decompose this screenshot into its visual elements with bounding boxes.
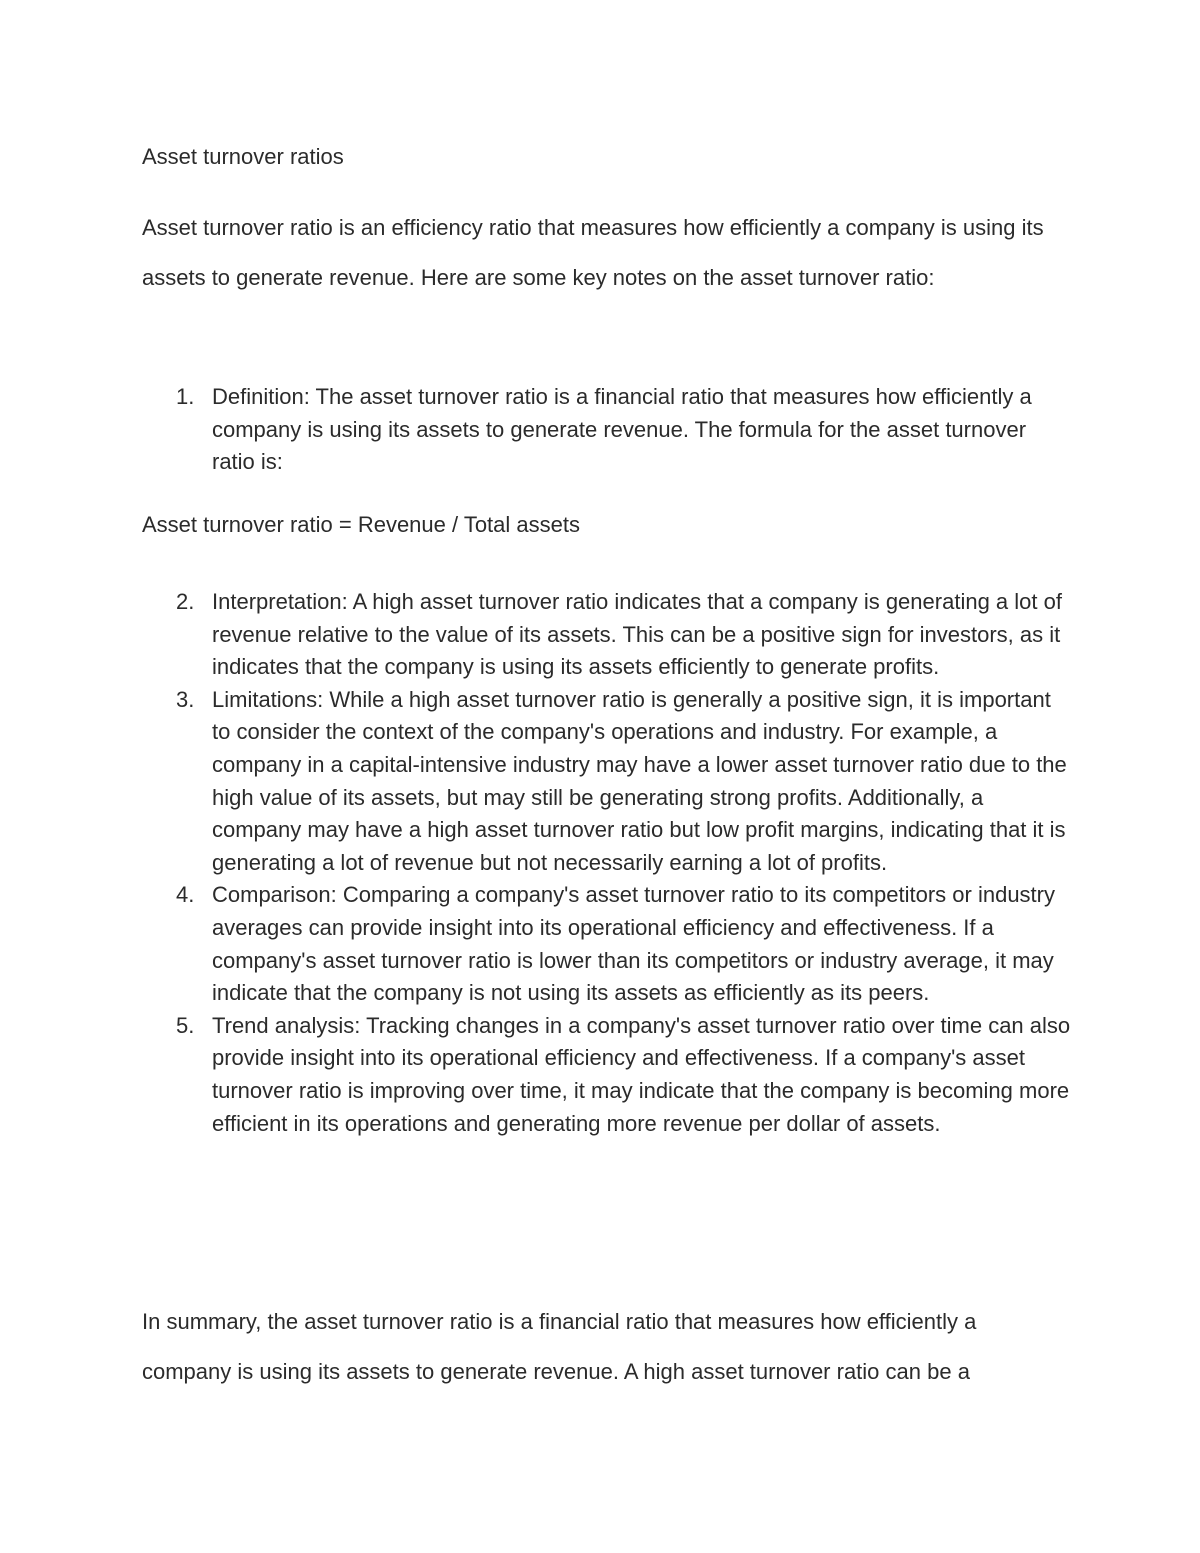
key-notes-list-part-2: [142, 586, 1072, 1140]
list-item-comparison: [142, 879, 1072, 1009]
list-item-interpretation: [142, 586, 1072, 684]
list-item-definition: [142, 381, 1072, 479]
list-item-text: Definition: The asset turnover ratio is a financial ratio that measures how efficiently a company is using its assets to generate revenue. The formula for the asset turnover ratio is:: [212, 384, 1032, 475]
document-title: Asset turnover ratios: [142, 144, 344, 169]
intro-paragraph: Asset turnover ratio is an efficiency ratio that measures how efficiently a company is using its assets to generate revenue. Here are some key notes on the asset turnover ratio:: [142, 215, 1044, 290]
list-item-number: 5.: [176, 1012, 195, 1038]
formula-line: Asset turnover ratio = Revenue / Total assets: [142, 512, 580, 537]
list-item-trend-analysis: [142, 1010, 1072, 1140]
list-item-limitations: [142, 684, 1072, 880]
list-item-number: 1.: [176, 384, 195, 409]
list-item-text: Comparison: Comparing a company's asset turnover ratio to its competitors or industry averages can provide insight into its operational efficiency and effectiveness. If a company's asset turnover ratio is lower than its competitors or industry average, it may indicate that the company is not using its assets as efficiently as its peers.: [212, 882, 1055, 1006]
list-item-text: Trend analysis: Tracking changes in a company's asset turnover ratio over time can also provide insight into its operational efficiency and effectiveness. If a company's asset turnover ratio is improving over time, it may indicate that the company is becoming more efficient in its operations and generating more revenue per dollar of assets.: [212, 1012, 1071, 1136]
list-item-text: Limitations: While a high asset turnover ratio is generally a positive sign, it is important to consider the context of the company's operations and industry. For example, a company in a capital-intensive industry may have a lower asset turnover ratio due to the high value of its assets, but may still be generating strong profits. Additionally, a company may have a high asset turnover ratio but low profit margins, indicating that it is generating a lot of revenue but not necessarily earning a lot of profits.: [212, 686, 1067, 875]
list-item-text: Interpretation: A high asset turnover ratio indicates that a company is generating a lot of revenue relative to the value of its assets. This can be a positive sign for investors, as it indicates that the company is using its assets efficiently to generate profits.: [212, 589, 1062, 680]
summary-paragraph: In summary, the asset turnover ratio is a financial ratio that measures how efficiently a company is using its assets to generate revenue. A high asset turnover ratio can be a: [142, 1309, 977, 1384]
list-item-number: 2.: [176, 589, 195, 614]
list-item-number: 4.: [176, 882, 195, 908]
list-item-number: 3.: [176, 686, 195, 712]
key-notes-list-part-1: [142, 381, 1072, 479]
